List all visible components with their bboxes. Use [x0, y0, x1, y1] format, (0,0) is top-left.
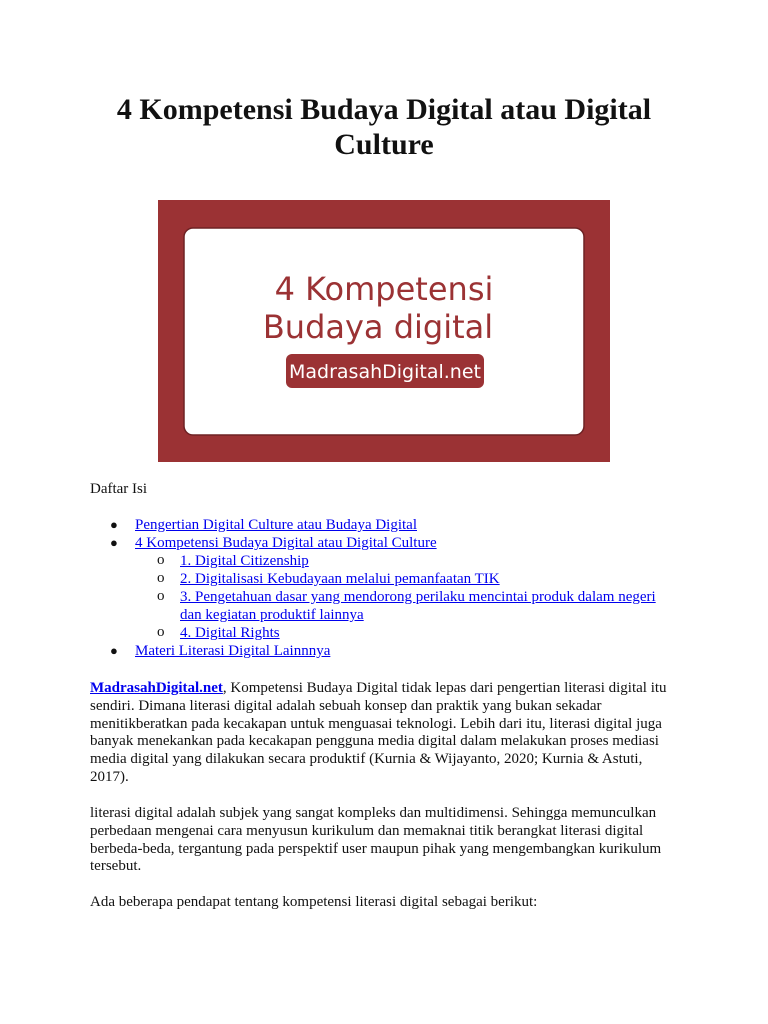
- toc-item: [90, 534, 690, 642]
- toc-link-pengetahuan-line1: 3. Pengetahuan dasar yang mendorong perilaku mencintai produk dalam negeri: [180, 589, 656, 605]
- toc-link-pengetahuan[interactable]: [180, 589, 656, 623]
- table-of-contents: [90, 516, 690, 660]
- banner-image: [158, 200, 610, 462]
- toc-link-digital-citizenship[interactable]: 1. Digital Citizenship: [180, 553, 309, 569]
- toc-heading: Daftar Isi: [90, 481, 148, 497]
- bullet-icon: ●: [110, 643, 118, 658]
- toc-link-materi[interactable]: Materi Literasi Digital Lainnnya: [135, 643, 331, 659]
- banner-line1: 4 Kompetensi: [274, 270, 494, 308]
- circle-bullet-icon: o: [157, 588, 165, 604]
- site-link[interactable]: MadrasahDigital.net: [90, 680, 223, 696]
- toc-subitem: [90, 624, 690, 642]
- toc-subitem: [90, 552, 690, 570]
- page-title: 4 Kompetensi Budaya Digital atau Digital Culture: [116, 93, 652, 161]
- toc-item: [90, 642, 690, 660]
- toc-subitem: [90, 570, 690, 588]
- banner-line2: Budaya digital: [262, 308, 494, 346]
- paragraph-intro-text: , Kompetensi Budaya Digital tidak lepas dari pengertian literasi digital itu sendiri. Dimana literasi digital adalah sebuah konsep dan praktik yang bukan sekadar menitikberatkan pada kecakapan untuk menguasai teknologi. Lebih dari itu, literasi digital juga banyak menekankan pada kecakapan pengguna media digital dalam melakukan proses mediasi media digital yang dilakukan secara produktif (Kurnia & Wijayanto, 2020; Kurnia & Astuti, 2017).: [90, 680, 667, 785]
- bullet-icon: ●: [110, 517, 118, 532]
- circle-bullet-icon: o: [157, 624, 165, 640]
- circle-bullet-icon: o: [157, 552, 165, 568]
- toc-link-digitalisasi[interactable]: 2. Digitalisasi Kebudayaan melalui pemanfaatan TIK: [180, 571, 500, 587]
- toc-link-pengertian[interactable]: Pengertian Digital Culture atau Budaya Digital: [135, 517, 418, 533]
- banner-badge-text: MadrasahDigital.net: [289, 361, 481, 383]
- toc-link-kompetensi[interactable]: 4 Kompetensi Budaya Digital atau Digital Culture: [135, 535, 437, 551]
- paragraph-second: literasi digital adalah subjek yang sangat kompleks dan multidimensi. Sehingga memunculkan perbedaan mengenai cara menyusun kurikulum dan memaknai titik berangkat literasi digital berbeda-beda, tergantung pada perspektif user maupun pihak yang mengembangkan kurikulum tersebut.: [90, 805, 662, 875]
- paragraph-third: Ada beberapa pendapat tentang kompetensi literasi digital sebagai berikut:: [90, 894, 538, 910]
- toc-link-digital-rights[interactable]: 4. Digital Rights: [180, 625, 280, 641]
- toc-subitem: [90, 588, 690, 624]
- circle-bullet-icon: o: [157, 570, 165, 586]
- bullet-icon: ●: [110, 535, 118, 550]
- paragraph-intro: [90, 680, 680, 787]
- toc-link-pengetahuan-line2: dan kegiatan produktif lainnya: [180, 607, 364, 623]
- toc-item: [90, 516, 690, 534]
